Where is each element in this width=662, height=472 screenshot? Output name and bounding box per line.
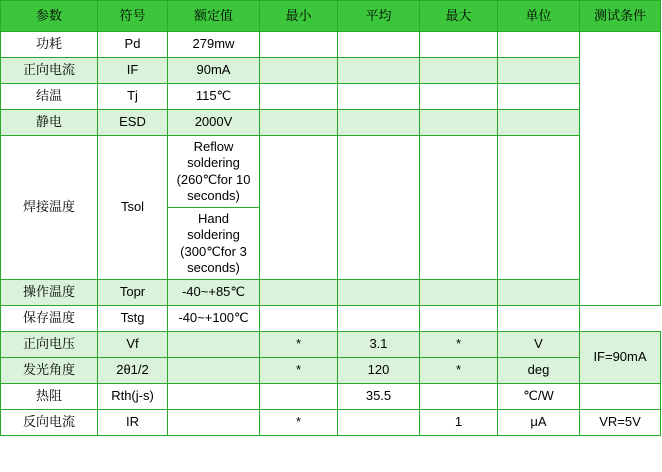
cell-max — [420, 110, 498, 136]
header-cell-symbol: 符号 — [98, 1, 168, 32]
cell-param: 保存温度 — [1, 306, 98, 332]
cell-unit — [498, 110, 580, 136]
cell-min — [260, 58, 338, 84]
cell-unit — [498, 32, 580, 58]
cell-rating — [168, 410, 260, 436]
cell-rating-hand: Hand soldering (300℃for 3 seconds) — [168, 208, 260, 280]
header-cell-param: 参数 — [1, 1, 98, 32]
cell-symbol: IF — [98, 58, 168, 84]
cell-symbol: Rth(j-s) — [98, 384, 168, 410]
cell-max — [420, 280, 498, 306]
cell-min — [260, 110, 338, 136]
cell-symbol: Tj — [98, 84, 168, 110]
cell-symbol: Topr — [98, 280, 168, 306]
cell-param: 焊接温度 — [1, 136, 98, 280]
cell-rating: 115℃ — [168, 84, 260, 110]
table-row — [1, 358, 661, 384]
table-row — [1, 384, 661, 410]
cell-min: * — [260, 332, 338, 358]
cell-typ: 35.5 — [338, 384, 420, 410]
cell-max — [420, 84, 498, 110]
cell-typ — [338, 32, 420, 58]
header-cell-typ: 平均 — [338, 1, 420, 32]
cell-max — [420, 136, 498, 280]
cell-min: * — [260, 410, 338, 436]
cell-unit — [498, 84, 580, 110]
cell-unit — [498, 136, 580, 280]
header-cell-rating: 额定值 — [168, 1, 260, 32]
cell-max: * — [420, 358, 498, 384]
table-row — [1, 136, 661, 208]
cell-symbol: ESD — [98, 110, 168, 136]
cell-typ — [338, 306, 420, 332]
cell-param: 热阻 — [1, 384, 98, 410]
table-row — [1, 32, 661, 58]
cell-typ — [338, 280, 420, 306]
table-row — [1, 332, 661, 358]
table-row — [1, 110, 661, 136]
cell-rating: 90mA — [168, 58, 260, 84]
table-row — [1, 410, 661, 436]
cell-rating-reflow: Reflow soldering (260℃for 10 seconds) — [168, 136, 260, 208]
cell-rating: 279mw — [168, 32, 260, 58]
cell-param: 正向电流 — [1, 58, 98, 84]
cell-rating — [168, 332, 260, 358]
cell-typ — [338, 110, 420, 136]
table-row — [1, 280, 661, 306]
cell-typ — [338, 84, 420, 110]
table-row — [1, 84, 661, 110]
cell-unit: μA — [498, 410, 580, 436]
cell-condition: IF=90mA — [580, 332, 661, 384]
cell-rating — [168, 384, 260, 410]
cell-param: 正向电压 — [1, 332, 98, 358]
cell-symbol: IR — [98, 410, 168, 436]
cell-symbol: Pd — [98, 32, 168, 58]
cell-param: 结温 — [1, 84, 98, 110]
cell-param: 静电 — [1, 110, 98, 136]
cell-rating: -40~+85℃ — [168, 280, 260, 306]
cell-max — [420, 32, 498, 58]
header-cell-max: 最大 — [420, 1, 498, 32]
cell-min — [260, 384, 338, 410]
cell-typ: 3.1 — [338, 332, 420, 358]
cell-param: 操作温度 — [1, 280, 98, 306]
table-header-row — [1, 1, 661, 32]
header-cell-min: 最小 — [260, 1, 338, 32]
cell-symbol: 2θ1/2 — [98, 358, 168, 384]
cell-param: 反向电流 — [1, 410, 98, 436]
cell-unit — [498, 280, 580, 306]
cell-max: 1 — [420, 410, 498, 436]
cell-min — [260, 306, 338, 332]
cell-unit: deg — [498, 358, 580, 384]
table-row — [1, 306, 661, 332]
cell-unit: ℃/W — [498, 384, 580, 410]
cell-min — [260, 280, 338, 306]
cell-max: * — [420, 332, 498, 358]
cell-max — [420, 306, 498, 332]
table-row — [1, 58, 661, 84]
cell-condition — [580, 384, 661, 410]
cell-param: 发光角度 — [1, 358, 98, 384]
cell-symbol: Vf — [98, 332, 168, 358]
cell-unit — [498, 58, 580, 84]
cell-min — [260, 84, 338, 110]
cell-symbol: Tsol — [98, 136, 168, 280]
cell-symbol: Tstg — [98, 306, 168, 332]
cell-max — [420, 58, 498, 84]
cell-condition — [580, 32, 661, 306]
cell-rating: 2000V — [168, 110, 260, 136]
cell-typ — [338, 410, 420, 436]
cell-typ — [338, 58, 420, 84]
cell-condition: VR=5V — [580, 410, 661, 436]
cell-typ — [338, 136, 420, 280]
header-cell-unit: 单位 — [498, 1, 580, 32]
cell-max — [420, 384, 498, 410]
cell-rating — [168, 358, 260, 384]
cell-param: 功耗 — [1, 32, 98, 58]
cell-min — [260, 32, 338, 58]
cell-rating: -40~+100℃ — [168, 306, 260, 332]
cell-typ: 120 — [338, 358, 420, 384]
cell-min: * — [260, 358, 338, 384]
cell-unit: V — [498, 332, 580, 358]
header-cell-condition: 测试条件 — [580, 1, 661, 32]
cell-min — [260, 136, 338, 280]
cell-unit — [498, 306, 580, 332]
